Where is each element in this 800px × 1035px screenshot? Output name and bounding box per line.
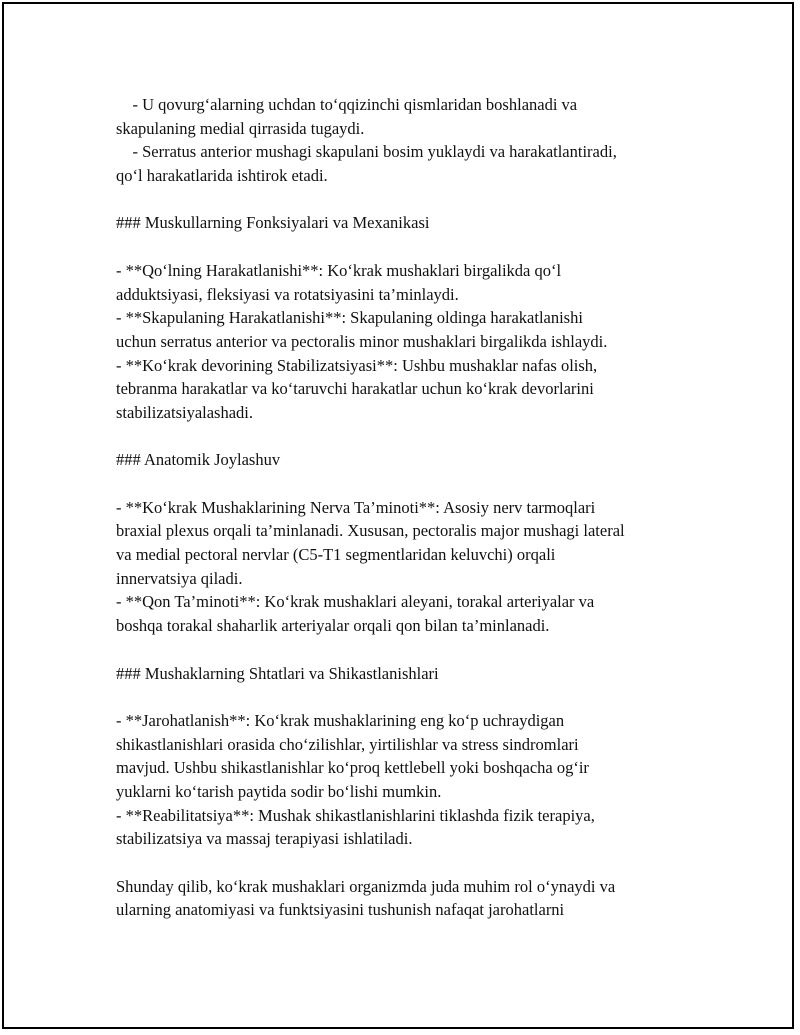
- list-anatomy: [116, 496, 716, 638]
- list-item-line: stabilizatsiya va massaj terapiyasi ishlatiladi.: [116, 829, 413, 849]
- section-heading-anatomy: [116, 448, 716, 472]
- list-item-line: uchun serratus anterior va pectoralis minor mushaklari birgalikda ishlaydi.: [116, 331, 608, 351]
- list-item-line: tebranma harakatlar va ko‘taruvchi harakatlar uchun ko‘krak devorlarini: [116, 379, 594, 399]
- list-item-line: mavjud. Ushbu shikastlanishlar ko‘proq kettlebell yoki boshqacha og‘ir: [116, 758, 589, 778]
- list-item-line: shikastlanishlari orasida cho‘zilishlar, yirtilishlar va stress sindromlari: [116, 734, 579, 754]
- list-item-line: - **Jarohatlanish**: Ko‘krak mushaklarining eng ko‘p uchraydigan: [116, 710, 565, 730]
- text-line: Shunday qilib, ko‘krak mushaklari organizmda juda muhim rol o‘ynaydi va: [116, 876, 616, 896]
- section-heading-functions: [116, 211, 716, 235]
- blank-line: [116, 425, 716, 449]
- heading-line: ### Muskullarning Fonksiyalari va Mexanikasi: [116, 213, 430, 233]
- list-item-line: - **Qo‘lning Harakatlanishi**: Ko‘krak mushaklari birgalikda qo‘l: [116, 260, 562, 280]
- list-functions: [116, 259, 716, 425]
- list-injuries: [116, 709, 716, 851]
- text-line: skapulaning medial qirrasida tugaydi.: [116, 118, 365, 138]
- list-item-line: va medial pectoral nervlar (C5-T1 segmentlaridan keluvchi) orqali: [116, 545, 556, 565]
- heading-line: ### Mushaklarning Shtatlari va Shikastlanishlari: [116, 663, 439, 683]
- list-item-line: - **Reabilitatsiya**: Mushak shikastlanishlarini tiklashda fizik terapiya,: [116, 805, 595, 825]
- text-line: - Serratus anterior mushagi skapulani bosim yuklaydi va harakatlantiradi,: [116, 142, 617, 162]
- list-item-line: yuklarni ko‘tarish paytida sodir bo‘lishi mumkin.: [116, 781, 442, 801]
- blank-line: [116, 851, 716, 875]
- blank-line: [116, 188, 716, 212]
- text-line: - U qovurg‘alarning uchdan to‘qqizinchi qismlaridan boshlanadi va: [116, 95, 578, 114]
- text-line: qo‘l harakatlarida ishtirok etadi.: [116, 166, 328, 186]
- text-line: ularning anatomiyasi va funktsiyasini tushunish nafaqat jarohatlarni: [116, 900, 565, 920]
- paragraph-intro: [116, 93, 716, 188]
- blank-line: [116, 685, 716, 709]
- document-body: [116, 93, 716, 922]
- list-item-line: adduktsiyasi, fleksiyasi va rotatsiyasini ta’minlaydi.: [116, 284, 459, 304]
- section-heading-injuries: [116, 662, 716, 686]
- list-item-line: - **Qon Ta’minoti**: Ko‘krak mushaklari aleyani, torakal arteriyalar va: [116, 592, 595, 612]
- paragraph-conclusion: [116, 875, 716, 922]
- list-item-line: innervatsiya qiladi.: [116, 568, 243, 588]
- heading-line: ### Anatomik Joylashuv: [116, 450, 281, 470]
- blank-line: [116, 472, 716, 496]
- list-item-line: stabilizatsiyalashadi.: [116, 402, 254, 422]
- list-item-line: boshqa torakal shaharlik arteriyalar orqali qon bilan ta’minlanadi.: [116, 616, 550, 636]
- list-item-line: - **Skapulaning Harakatlanishi**: Skapulaning oldinga harakatlanishi: [116, 308, 583, 328]
- blank-line: [116, 235, 716, 259]
- list-item-line: braxial plexus orqali ta’minlanadi. Xususan, pectoralis major mushagi lateral: [116, 521, 625, 541]
- list-item-line: - **Ko‘krak devorining Stabilizatsiyasi**: Ushbu mushaklar nafas olish,: [116, 355, 598, 375]
- blank-line: [116, 638, 716, 662]
- list-item-line: - **Ko‘krak Mushaklarining Nerva Ta’minoti**: Asosiy nerv tarmoqlari: [116, 497, 596, 517]
